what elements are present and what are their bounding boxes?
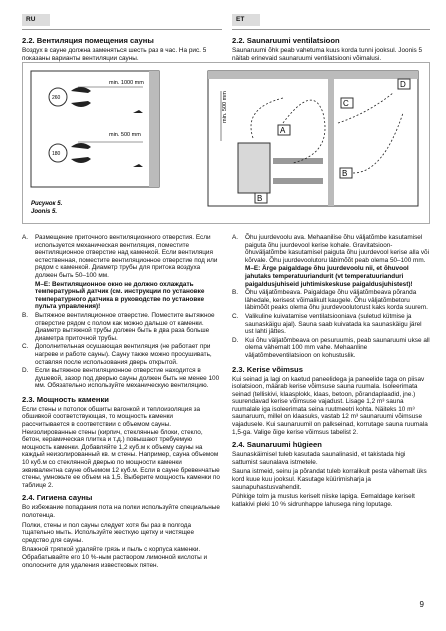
language-tag-et: ET	[232, 14, 260, 26]
dimension-label-1000: min. 1000 mm	[109, 80, 144, 86]
list-item	[22, 234, 220, 280]
et-hygiene-p3: Pühkige tolm ja mustus keriselt niiske lapiga. Eemaldage keriselt katlakivi pleki 10 % sidrunhappe lahusega ning loputage.	[232, 493, 415, 508]
list-item	[232, 289, 430, 312]
list-item	[232, 234, 430, 264]
list-item	[22, 367, 220, 390]
bench-upper	[273, 158, 323, 164]
fan-label-260: 260	[52, 95, 61, 101]
ru-ventilation-intro: Воздух в сауне должна заменяться шесть раз в час. На рис. 5 показаны варианты вентиляции сауны.	[22, 47, 207, 62]
figure-caption-et: Joonis 5.	[31, 209, 58, 215]
ru-hygiene-p3: Влажной тряпкой удаляйте грязь и пыль с корпуса каменки. Обрабатывайте его 10 %-ным раствором лимонной кислоты и ополосните для удаления известковых пятен.	[22, 546, 208, 569]
list-item-text: Если вытяжное вентиляционное отверстие находится в душевой, зазор под дверью сауны должен быть не менее 100 мм. Обязательно используйте механическую вентиляцию.	[35, 367, 220, 390]
ru-intro-column	[22, 36, 220, 64]
header-rule-right	[232, 29, 430, 30]
list-item-letter: A.	[22, 234, 29, 241]
ru-hygiene-p2: Полки, стены и пол сауны следует хотя бы раз в полгода тщательно мыть. Используйте жесткую щетку и чистящее средство для сауны.	[22, 521, 195, 544]
et-intro-column	[232, 36, 430, 64]
bench-lower	[273, 178, 323, 184]
heater-icon	[238, 143, 270, 193]
list-item-text: Kui õhu väljatõmbeava on pesuruumis, peab saunaruumi ukse all olema vähemalt 100 mm vahe. Mehaanline väljatõmbeventilatsioon on kohustuslik.	[245, 336, 430, 359]
airflow-arrows-left	[71, 87, 143, 167]
partition-wall	[328, 79, 334, 206]
ventilation-diagram	[23, 63, 429, 223]
vent-label-b-2: B	[257, 194, 263, 203]
ventilation-figure	[22, 62, 430, 224]
vent-label-a: A	[280, 126, 286, 135]
list-item	[22, 343, 220, 366]
list-item	[22, 312, 220, 342]
vent-label-d: D	[400, 80, 406, 89]
et-ventilation-intro: Saunaruumi õhk peab vahetuma kuus korda tunni jooksul. Joonis 5 näitab erinevaid saunaruumi ventilatsiooni võimalusi.	[232, 47, 423, 62]
list-item-letter	[22, 281, 35, 311]
list-item-warning: М–Е: Вентиляционное окно не должно охлаждать температурный датчик (см. инструкции по установке температурного датчика в руководстве по установке пульта управления)!	[35, 280, 205, 311]
list-item-letter	[232, 265, 245, 288]
ru-main-column	[22, 230, 220, 571]
page-number: 9	[419, 600, 424, 609]
dimension-label-vertical: min. 500 mm	[222, 91, 228, 123]
language-tag-ru: RU	[22, 14, 50, 26]
list-item-text: Размещение приточного вентиляционного отверстия. Если используется механическая вентиляция, поместите вентиляционное отверстие над каменкой. Если вентиляция естественная, поместите вентиляционное отверстие под или рядом с каменкой. Диаметр трубы для притока воздуха должен быть 50–100 мм.	[35, 234, 218, 279]
ru-hygiene-p1: Во избежание попадания пота на полки используйте специальные полотенца.	[22, 504, 220, 519]
header-rule-left	[22, 29, 222, 30]
list-item	[232, 313, 430, 336]
et-power-text: Kui seinad ja lagi on kaetud paneelidega ja paneelide taga on piisav isolatsioon, määrab kerise võimsuse sauna ruumala. Isoleerimata seinad (telliskivi, klaasplokk, klaas, betoon, põrandaplaadid, jne.) suurendavad kerise võimsuse vajadust. Lisage 1,2 m³ sauna ruumalale iga isoleerimata seina ruutmeetri kohta. Näiteks 10 m³ saunaruum, millel on klaasuks, vastab 12 m³ saunaruumi võimsuse vajadusele. Kui saunaruumil on palkseinad, korrutage sauna ruumala 1,5-ga. Valige õige kerise võimsus tabelist 2.	[232, 375, 428, 436]
vent-label-c: C	[343, 99, 349, 108]
ceiling	[208, 71, 418, 79]
fan-label-180: 180	[52, 151, 61, 157]
list-item	[232, 265, 430, 288]
list-item-letter: B.	[22, 311, 29, 319]
list-item	[22, 281, 220, 311]
list-item-letter: D.	[22, 367, 29, 375]
figure-caption-ru: Рисунок 5.	[31, 201, 63, 207]
et-section-title-ventilation: 2.2. Saunaruumi ventilatsioon	[232, 36, 340, 45]
vent-label-b: B	[342, 169, 348, 178]
et-main-column	[232, 230, 430, 510]
ru-ventilation-list	[22, 234, 220, 390]
plan-wall-right	[149, 71, 159, 187]
list-item-text: Дополнительная осушающая вентиляция (не работает при нагреве и работе сауны). Сауну также можно просушивать, оставляя после использования дверь открытой.	[35, 343, 212, 366]
list-item	[232, 337, 430, 360]
ru-power-text: Если стены и потолок обшиты вагонкой и теплоизоляция за обшивкой соответствующая, то мощность каменки рассчитывается в соответствии с объемом сауны. Неизолированные стены (кирпич, стеклянные блоки, стекло, бетон, керамическая плитка и т.д.) повышают требуемую мощность каменки. Добавляйте 1,2 куб.м к объему сауны на каждый неизолированный кв. м стены. Например, сауна объемом 10 куб.м со стеклянной дверью по мощности каменки эквивалентна сауне объемом 12 куб.м. Если в сауне бревенчатые стены, умножьте ее объем на 1,5. Выберите мощность каменки по таблице 2.	[22, 405, 220, 489]
list-item-letter: D.	[232, 336, 239, 344]
list-item-text: Õhu juurdevoolu ava. Mehaanilise õhu väljatõmbe kasutamisel paiguta õhu juurdevool kerise kohale. Gravitatsioon-õhuväljatõmbe kasutamisel paiguta õhu juurdevool kerise alla või kõrvale. Õhu juurdevoolutoru läbimõõt peab olema 50–100 mm.	[245, 234, 430, 264]
list-item-letter: C.	[232, 312, 239, 320]
et-hygiene-p1: Saunaskäimisel tuleb kasutada saunalinasid, et takistada higi sattumist saunalava istmetele.	[232, 451, 406, 466]
list-item-text: Valikuline kuivatamise ventilatsiooniava (suletud kütmise ja saunaskäigu ajal). Sauna saab kuivatada ka saunaskäigu järel ust lahti jättes.	[245, 312, 422, 336]
dimension-label-500: min. 500 mm	[109, 132, 141, 138]
et-section-title-power: 2.3. Kerise võimsus	[232, 364, 303, 374]
plan-view-outline	[31, 71, 159, 187]
list-item-letter: B.	[232, 289, 239, 297]
et-ventilation-list	[232, 234, 430, 360]
list-item-letter: A.	[232, 234, 239, 241]
list-item-text: Õhu väljatõmbeava. Paigaldage õhu väljatõmbeava põranda lähedale, kerisest võimalikult kaugele. Õhu väljatõmbetoru läbimõõt peaks olema õhu juurdevoolutorust kaks korda suurem.	[245, 289, 428, 312]
ru-section-title-ventilation: 2.2. Вентиляция помещения сауны	[22, 36, 154, 45]
et-section-title-hygiene: 2.4. Saunaruumi hügieen	[232, 440, 322, 450]
list-item-warning: M–E: Ärge paigaldage õhu juurdevoolu nii, et õhuvool jahutaks temperatuuriandurit (vt temperatuurianduri paigaldusjuhiseid juhtimiskeskuse paigaldusjuhistest)!	[245, 265, 413, 288]
ru-section-title-hygiene: 2.4. Гигиена сауны	[22, 493, 93, 503]
list-item-text: Вытяжное вентиляционное отверстие. Поместите вытяжное отверстие рядом с полом как можно дальше от каменки. Диаметр вытяжной трубы должен быть в два раза больше диаметра приточной трубы.	[35, 311, 215, 342]
list-item-letter: C.	[22, 343, 29, 351]
et-hygiene-p2: Sauna istmeid, seinu ja põrandat tuleb korralikult pesta vähemalt üks kord kuue kuu jooksul. Kasutage küürimisharja ja saunapuhastusvahendit.	[232, 468, 427, 491]
ru-section-title-power: 2.3. Мощность каменки	[22, 394, 109, 404]
